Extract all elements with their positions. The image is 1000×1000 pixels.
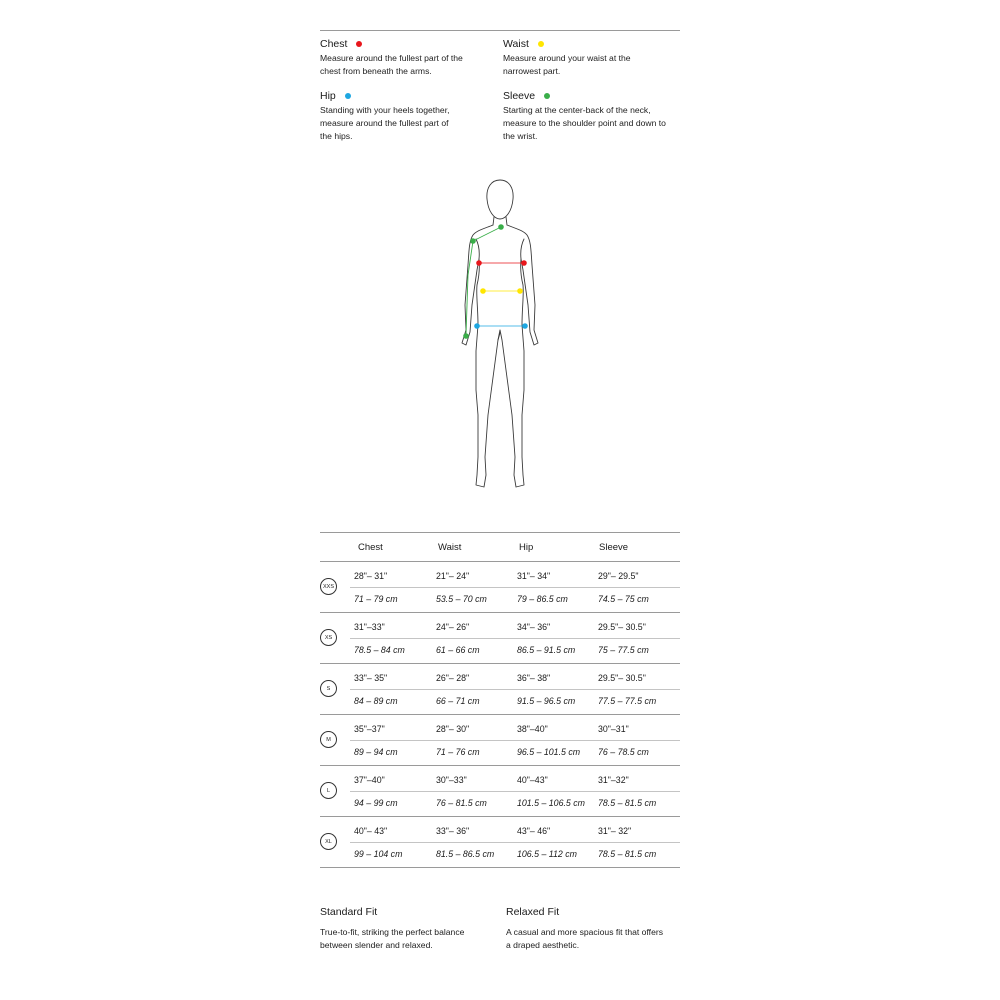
inches-line: 28"– 31" 21"– 24" 31"– 34" 29"– 29.5": [350, 562, 680, 588]
size-badge: S: [320, 680, 337, 697]
cm-line: 94 – 99 cm 76 – 81.5 cm 101.5 – 106.5 cm 78.5 – 81.5 cm: [354, 798, 657, 808]
inches-line: 40"– 43" 33"– 36" 43"– 46" 31"– 32": [350, 817, 680, 843]
waist-title: Waist: [503, 38, 529, 50]
waist-guide: [503, 37, 683, 78]
chest-title: Chest: [320, 38, 348, 50]
hip-guide: [320, 89, 500, 143]
size-badge: L: [320, 782, 337, 799]
sleeve-guide: [503, 89, 688, 143]
chest-description: Measure around the fullest part of the chest from beneath the arms.: [320, 53, 463, 76]
header-waist: Waist: [438, 542, 462, 553]
table-row: [320, 817, 680, 868]
top-divider: [320, 30, 680, 31]
cm-line: 99 – 104 cm 81.5 – 86.5 cm 106.5 – 112 cm 78.5 – 81.5 cm: [354, 849, 657, 859]
cm-line: 78.5 – 84 cm 61 – 66 cm 86.5 – 91.5 cm 75 – 77.5 cm: [354, 645, 649, 655]
table-row: [320, 562, 680, 613]
relaxed-fit-section: [506, 906, 696, 952]
cm-line: 71 – 79 cm 53.5 – 70 cm 79 – 86.5 cm 74.5 – 75 cm: [354, 594, 649, 604]
cm-line: 84 – 89 cm 66 – 71 cm 91.5 – 96.5 cm 77.5 – 77.5 cm: [354, 696, 657, 706]
table-row: [320, 613, 680, 664]
table-header-row: [320, 532, 680, 562]
header-chest: Chest: [358, 542, 383, 553]
header-sleeve: Sleeve: [599, 542, 629, 553]
size-badge: XS: [320, 629, 337, 646]
standard-fit-section: [320, 906, 510, 952]
chest-guide: [320, 37, 500, 78]
table-row: [320, 664, 680, 715]
header-hip: Hip: [519, 542, 534, 553]
inches-line: 37"–40" 30"–33" 40"–43" 31"–32": [350, 766, 680, 792]
size-badge: XXS: [320, 578, 337, 595]
relaxed-fit-title: Relaxed Fit: [506, 906, 560, 918]
waist-description: Measure around your waist at the narrowest part.: [503, 53, 631, 76]
sleeve-title: Sleeve: [503, 90, 536, 102]
sleeve-dot-icon: [544, 93, 550, 99]
table-row: [320, 715, 680, 766]
cm-line: 89 – 94 cm 71 – 76 cm 96.5 – 101.5 cm 76 – 78.5 cm: [354, 747, 649, 757]
size-badge: M: [320, 731, 337, 748]
inches-line: 31"–33" 24"– 26" 34"– 36" 29.5"– 30.5": [350, 613, 680, 639]
body-figure-illustration: [440, 175, 560, 495]
size-badge: XL: [320, 833, 337, 850]
hip-dot-icon: [345, 93, 351, 99]
hip-description: Standing with your heels together, measure around the fullest part of the hips.: [320, 105, 450, 141]
waist-dot-icon: [538, 41, 544, 47]
inches-line: 33"– 35" 26"– 28" 36"– 38" 29.5"– 30.5": [350, 664, 680, 690]
standard-fit-title: Standard Fit: [320, 906, 378, 918]
standard-fit-description: True-to-fit, striking the perfect balance between slender and relaxed.: [320, 927, 465, 950]
table-row: [320, 766, 680, 817]
size-chart-table: [320, 532, 680, 868]
hip-title: Hip: [320, 90, 336, 102]
chest-dot-icon: [356, 41, 362, 47]
relaxed-fit-description: A casual and more spacious fit that offers a draped aesthetic.: [506, 927, 664, 950]
inches-line: 35"–37" 28"– 30" 38"–40" 30"–31": [350, 715, 680, 741]
sleeve-description: Starting at the center-back of the neck, measure to the shoulder point and down to the wrist.: [503, 105, 666, 141]
